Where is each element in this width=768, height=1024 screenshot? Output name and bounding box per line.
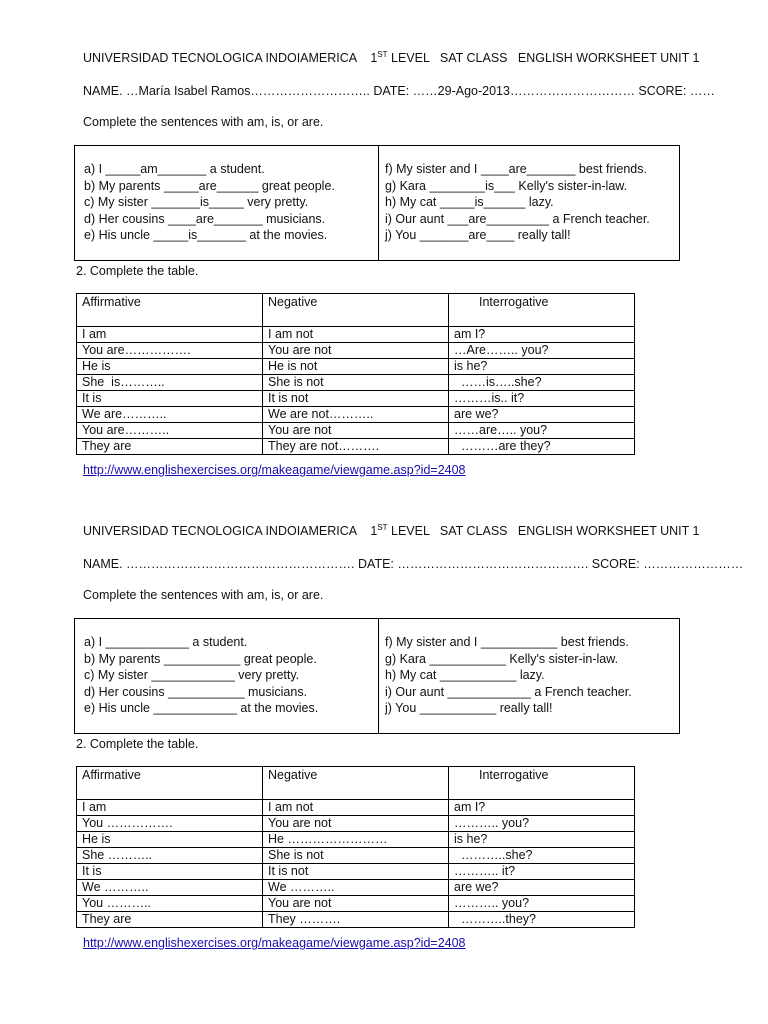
table-cell: is he? xyxy=(449,359,635,375)
worksheet-header xyxy=(83,523,699,539)
exercise-link[interactable]: http://www.englishexercises.org/makeagame/viewgame.asp?id=2408 xyxy=(83,936,466,950)
class-title: LEVEL SAT CLASS ENGLISH WORKSHEET UNIT 1 xyxy=(387,524,700,538)
table-row xyxy=(77,327,635,343)
table-cell: ………..they? xyxy=(449,912,635,928)
exercise-item: f) My sister and I ___________ best friends. xyxy=(385,635,629,649)
table-row xyxy=(77,848,635,864)
table-row xyxy=(77,896,635,912)
header-affirmative: Affirmative xyxy=(77,294,263,327)
table-cell: I am not xyxy=(263,800,449,816)
table-cell: ……….. you? xyxy=(449,896,635,912)
exercise-item: a) I ____________ a student. xyxy=(84,635,248,649)
table-row xyxy=(77,343,635,359)
table-cell: You are……….. xyxy=(77,423,263,439)
table-cell: She is……….. xyxy=(77,375,263,391)
exercise-item: i) Our aunt ___are_________ a French teacher. xyxy=(385,211,650,226)
table-row xyxy=(77,375,635,391)
exercise-item: h) My cat _____is______ lazy. xyxy=(385,195,554,210)
university-name: UNIVERSIDAD TECNOLOGICA INDOIAMERICA xyxy=(83,524,357,538)
exercise-item: c) My sister ____________ very pretty. xyxy=(84,668,300,683)
exercise-column-left xyxy=(75,619,379,733)
table-row xyxy=(77,439,635,455)
table-row xyxy=(77,391,635,407)
table-cell: You are not xyxy=(263,896,449,912)
name-date-score-line: NAME. ………………………………………………. DATE: ………………………………………. SCORE: …………………… xyxy=(83,557,744,571)
exercise-item: i) Our aunt ____________ a French teacher. xyxy=(385,684,632,699)
worksheet-blank xyxy=(0,473,768,950)
level-number: 1 xyxy=(370,524,378,538)
table-cell: I am xyxy=(77,800,263,816)
table-cell: ……are….. you? xyxy=(449,423,635,439)
exercise-column-right xyxy=(379,146,679,260)
table-cell: ……is…..she? xyxy=(449,375,635,391)
table-cell: She ……….. xyxy=(77,848,263,864)
verb-table xyxy=(76,766,635,928)
table-cell: You are……………. xyxy=(77,343,263,359)
table-cell: You are not xyxy=(263,343,449,359)
table-cell: ………..she? xyxy=(449,848,635,864)
instruction: Complete the sentences with am, is, or are. xyxy=(83,115,324,129)
table-cell: You are not xyxy=(263,816,449,832)
table-cell: They are xyxy=(77,912,263,928)
table-row xyxy=(77,800,635,816)
table-row xyxy=(77,832,635,848)
table-row xyxy=(77,359,635,375)
exercise-item: j) You _______are____ really tall! xyxy=(385,228,571,243)
table-cell: We ……….. xyxy=(77,880,263,896)
exercise-box xyxy=(74,618,680,734)
table-cell: am I? xyxy=(449,327,635,343)
table-cell: You ……….. xyxy=(77,896,263,912)
header-negative: Negative xyxy=(263,767,449,800)
table-cell: ……….. it? xyxy=(449,864,635,880)
table-header-row xyxy=(77,767,635,800)
table-cell: are we? xyxy=(449,880,635,896)
exercise-item: c) My sister _______is_____ very pretty. xyxy=(84,195,309,210)
table-title: 2. Complete the table. xyxy=(76,264,199,278)
table-cell: are we? xyxy=(449,407,635,423)
instruction: Complete the sentences with am, is, or are. xyxy=(83,588,324,602)
university-name: UNIVERSIDAD TECNOLOGICA INDOIAMERICA xyxy=(83,51,357,65)
table-cell: am I? xyxy=(449,800,635,816)
exercise-item: g) Kara ___________ Kelly's sister-in-law. xyxy=(385,651,619,666)
table-cell: You ……………. xyxy=(77,816,263,832)
table-cell: We are……….. xyxy=(77,407,263,423)
table-cell: They are xyxy=(77,439,263,455)
exercise-item: h) My cat ___________ lazy. xyxy=(385,668,545,683)
table-title: 2. Complete the table. xyxy=(76,737,199,751)
exercise-box xyxy=(74,145,680,261)
table-cell: They are not………. xyxy=(263,439,449,455)
table-row xyxy=(77,880,635,896)
exercise-item: e) His uncle _____is_______ at the movies. xyxy=(84,228,328,243)
table-cell: It is not xyxy=(263,391,449,407)
exercise-column-right xyxy=(379,619,679,733)
exercise-item: b) My parents _____are______ great people. xyxy=(84,178,335,193)
table-cell: I am xyxy=(77,327,263,343)
table-cell: It is xyxy=(77,864,263,880)
table-row xyxy=(77,864,635,880)
exercise-item: e) His uncle ____________ at the movies. xyxy=(84,701,319,716)
table-row xyxy=(77,816,635,832)
table-cell: He is not xyxy=(263,359,449,375)
table-cell: She is not xyxy=(263,375,449,391)
exercise-item: f) My sister and I ____are_______ best friends. xyxy=(385,162,647,176)
header-interrogative: Interrogative xyxy=(449,767,635,800)
exercise-item: b) My parents ___________ great people. xyxy=(84,651,317,666)
exercise-item: g) Kara ________is___ Kelly's sister-in-law. xyxy=(385,178,628,193)
exercise-item: d) Her cousins ____are_______ musicians. xyxy=(84,211,326,226)
exercise-column-left xyxy=(75,146,379,260)
level-number: 1 xyxy=(370,51,378,65)
table-row xyxy=(77,912,635,928)
table-cell: We ……….. xyxy=(263,880,449,896)
table-cell: He …………………… xyxy=(263,832,449,848)
level-superscript: ST xyxy=(377,523,388,532)
table-header-row xyxy=(77,294,635,327)
table-cell: He is xyxy=(77,359,263,375)
name-date-score-line: NAME. …María Isabel Ramos……………………….. DATE: ……29-Ago-2013………………………… SCORE: …… xyxy=(83,84,715,98)
table-cell: It is not xyxy=(263,864,449,880)
exercise-item: j) You ___________ really tall! xyxy=(385,701,553,716)
exercise-item: d) Her cousins ___________ musicians. xyxy=(84,684,308,699)
header-interrogative: Interrogative xyxy=(449,294,635,327)
table-cell: ………are they? xyxy=(449,439,635,455)
table-cell: He is xyxy=(77,832,263,848)
exercise-link[interactable]: http://www.englishexercises.org/makeagame/viewgame.asp?id=2408 xyxy=(83,463,466,477)
worksheet-filled xyxy=(0,0,768,477)
level-superscript: ST xyxy=(377,50,388,59)
table-cell: is he? xyxy=(449,832,635,848)
table-cell: She is not xyxy=(263,848,449,864)
table-cell: They ………. xyxy=(263,912,449,928)
table-cell: I am not xyxy=(263,327,449,343)
table-cell: …Are…….. you? xyxy=(449,343,635,359)
class-title: LEVEL SAT CLASS ENGLISH WORKSHEET UNIT 1 xyxy=(387,51,700,65)
table-row xyxy=(77,423,635,439)
table-cell: We are not……….. xyxy=(263,407,449,423)
table-cell: It is xyxy=(77,391,263,407)
header-affirmative: Affirmative xyxy=(77,767,263,800)
header-negative: Negative xyxy=(263,294,449,327)
table-cell: ……….. you? xyxy=(449,816,635,832)
table-row xyxy=(77,407,635,423)
table-cell: ………is.. it? xyxy=(449,391,635,407)
table-cell: You are not xyxy=(263,423,449,439)
exercise-item: a) I _____am_______ a student. xyxy=(84,162,265,176)
worksheet-header xyxy=(83,50,699,66)
verb-table xyxy=(76,293,635,455)
